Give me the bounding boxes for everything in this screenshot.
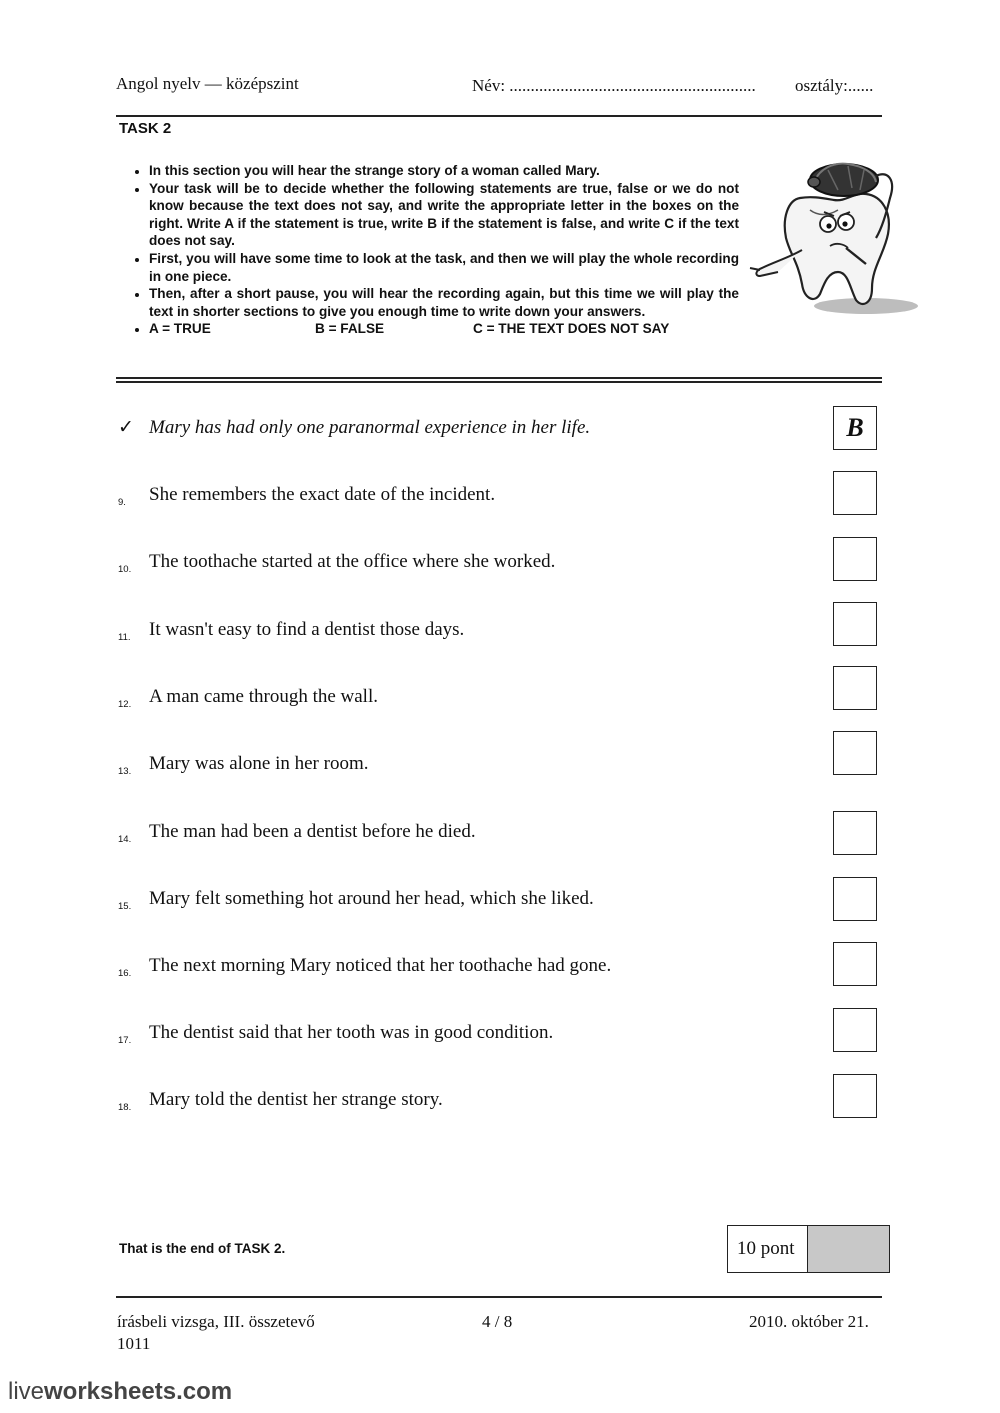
answer-box[interactable] (833, 1074, 877, 1118)
answer-box[interactable] (833, 1008, 877, 1052)
question-number: 17. (118, 1035, 132, 1046)
score-field[interactable] (808, 1226, 889, 1272)
subject-label: Angol nyelv — középszint (116, 74, 299, 93)
question-number: 16. (118, 968, 132, 979)
checkmark-icon: ✓ (118, 417, 134, 438)
header-rule (116, 115, 882, 117)
question-row (118, 483, 888, 531)
question-row (118, 1088, 888, 1136)
question-row (118, 1021, 888, 1069)
question-text: A man came through the wall. (149, 686, 378, 707)
instructions (116, 162, 739, 338)
page-number: 4 / 8 (482, 1312, 513, 1331)
question-row (118, 550, 888, 598)
question-number: 10. (118, 564, 132, 575)
answer-box[interactable] (833, 471, 877, 515)
question-row (118, 820, 888, 868)
liveworksheets-logo[interactable] (8, 1378, 232, 1406)
question-row (118, 887, 888, 935)
legend-b: B = FALSE (315, 321, 385, 337)
question-number: 13. (118, 766, 132, 777)
footer-code: 1011 (117, 1334, 151, 1353)
section-rule-top (116, 377, 882, 379)
answer-box[interactable] (833, 811, 877, 855)
example-answer-box: B (833, 406, 877, 450)
legend-c: C = THE TEXT DOES NOT SAY (473, 321, 670, 337)
question-row (118, 954, 888, 1002)
question-number: 18. (118, 1102, 132, 1113)
name-field-label[interactable]: Név: .......................................................... (472, 76, 756, 95)
answer-box[interactable] (833, 602, 877, 646)
sick-tooth-icon (748, 158, 924, 318)
question-row (118, 618, 888, 666)
answer-box[interactable] (833, 942, 877, 986)
footer-date: 2010. október 21. (749, 1312, 869, 1331)
question-text: The toothache started at the office where she worked. (149, 551, 556, 572)
instruction-item: • Your task will be to decide whether the following statements are true, false or we do not know because the text does not say, and write the appropriate letter in the boxes on the right. Write A if the statement is true, write B if the statement is false, and write C if the text does not say. (149, 180, 739, 250)
task-title: TASK 2 (119, 120, 172, 137)
question-text: She remembers the exact date of the incident. (149, 484, 496, 505)
end-of-task-text: That is the end of TASK 2. (119, 1241, 286, 1256)
question-number: 11. (118, 632, 131, 643)
question-text: Mary was alone in her room. (149, 753, 369, 774)
answer-box[interactable] (833, 666, 877, 710)
question-row (118, 752, 888, 800)
section-rule-bottom (116, 381, 882, 383)
question-text: The next morning Mary noticed that her toothache had gone. (149, 955, 612, 976)
answer-box[interactable] (833, 877, 877, 921)
logo-suffix: worksheets.com (44, 1378, 233, 1405)
class-field-label[interactable]: osztály:...... (795, 76, 874, 95)
question-number: 14. (118, 834, 132, 845)
answer-box[interactable] (833, 537, 877, 581)
instruction-item: • In this section you will hear the strange story of a woman called Mary. (149, 162, 739, 180)
example-row (118, 413, 888, 464)
question-number: 12. (118, 699, 132, 710)
answer-box[interactable] (833, 731, 877, 775)
question-text: Mary felt something hot around her head, which she liked. (149, 888, 594, 909)
score-label: 10 pont (728, 1226, 808, 1272)
question-number: 9. (118, 497, 126, 508)
answer-legend (149, 320, 739, 338)
question-number: 15. (118, 901, 132, 912)
footer-rule (116, 1296, 882, 1298)
question-text: Mary told the dentist her strange story. (149, 1089, 443, 1110)
question-row (118, 685, 888, 733)
logo-prefix: live (8, 1378, 45, 1405)
legend-a: • A = TRUE (149, 321, 211, 337)
footer-exam-label: írásbeli vizsga, III. összetevő (117, 1312, 315, 1331)
question-text: The man had been a dentist before he died. (149, 821, 476, 842)
question-text: The dentist said that her tooth was in good condition. (149, 1022, 554, 1043)
example-text: Mary has had only one paranormal experience in her life. (149, 417, 591, 438)
score-box (727, 1225, 890, 1273)
question-text: It wasn't easy to find a dentist those days. (149, 619, 465, 640)
instruction-item: • Then, after a short pause, you will hear the recording again, but this time we will play the text in shorter sections to give you enough time to write down your answers. (149, 285, 739, 320)
instruction-item: • First, you will have some time to look at the task, and then we will play the whole recording in one piece. (149, 250, 739, 285)
